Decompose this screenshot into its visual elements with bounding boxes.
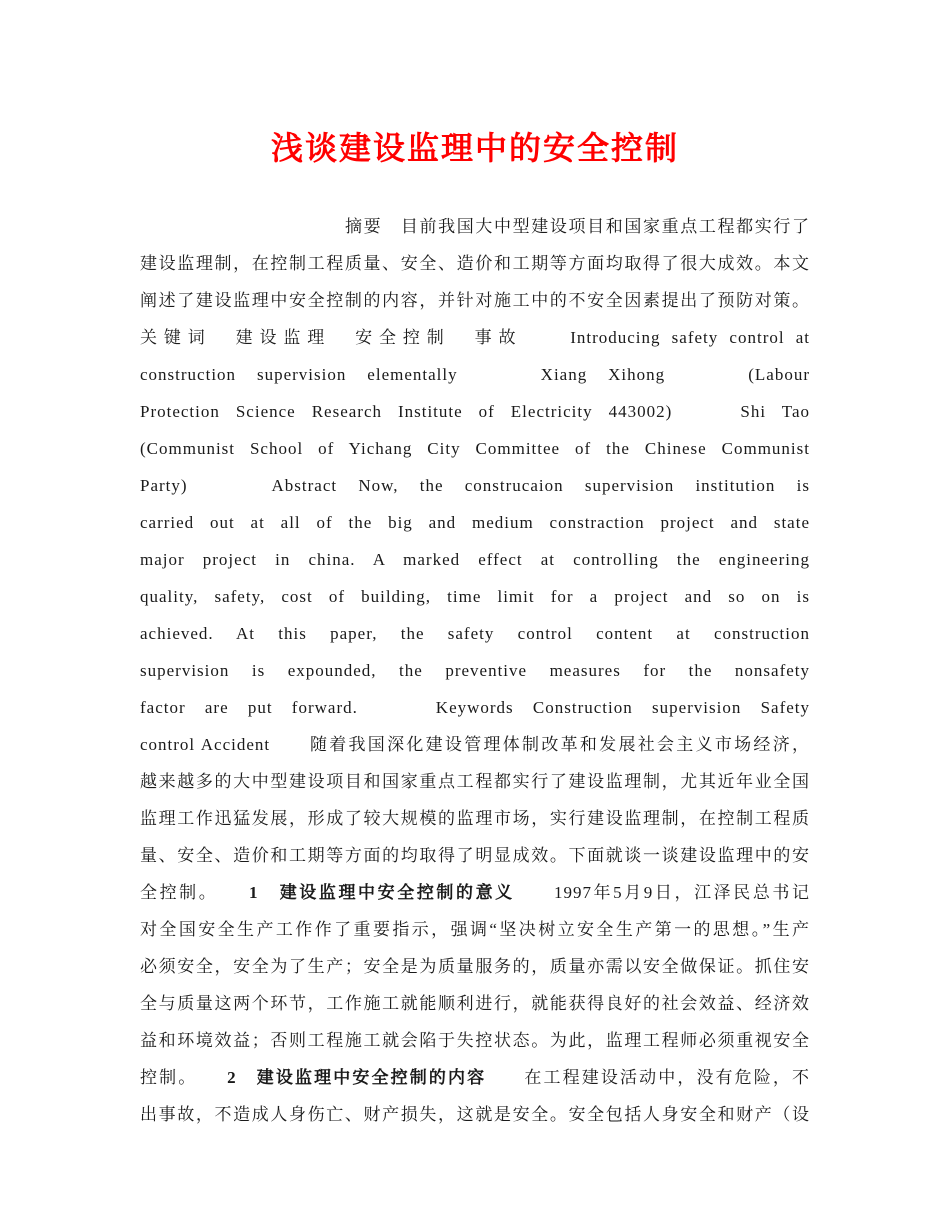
text-line [140,319,810,356]
text-line [140,911,810,948]
text-segment: 监理工作迅猛发展，形成了较大规模的监理市场，实行建设监理制，在控制工程质 [140,809,810,828]
section-heading-segment: 1 建设监理中安全控制的意义 [249,883,515,902]
document-title: 浅谈建设监理中的安全控制 [270,130,679,166]
text-segment: Party) Abstract Now, the construcaion supervision institution is [140,476,810,495]
text-line [140,430,810,467]
text-segment: factor are put forward. Keywords Construction supervision Safety [140,698,810,717]
text-line [140,1096,810,1133]
text-segment: carried out at all of the big and medium constraction project and state [140,513,810,532]
text-segment: 摘要 目前我国大中型建设项目和国家重点工程都实行了 [345,217,810,236]
text-segment: supervision is expounded, the preventive measures for the nonsafety [140,661,810,680]
text-line [140,837,810,874]
text-segment: 阐述了建设监理中安全控制的内容，并针对施工中的不安全因素提出了预防对策。 [140,291,810,310]
text-line [140,282,810,319]
text-segment: 控制。 [140,1068,228,1087]
text-line [140,245,810,282]
text-line [140,985,810,1022]
text-segment: construction supervision elementally Xiang Xihong (Labour [140,365,810,384]
text-segment: 关键词 建设监理 安全控制 事故 Introducing safety control at [140,328,810,347]
text-line [140,504,810,541]
text-line [140,726,810,763]
text-line [140,652,810,689]
text-segment: 量、安全、造价和工期等方面的均取得了明显成效。下面就谈一谈建设监理中的安 [140,846,810,865]
body-text [140,208,810,1133]
text-line [140,874,810,911]
text-line [140,356,810,393]
text-line [140,763,810,800]
text-segment: Protection Science Research Institute of Electricity 443002) Shi Tao [140,402,810,421]
text-segment: 出事故，不造成人身伤亡、财产损失，这就是安全。安全包括人身安全和财产（设 [140,1105,810,1124]
text-segment: (Communist School of Yichang City Committee of the Chinese Communist [140,439,810,458]
text-line [140,948,810,985]
text-segment: achieved. At this paper, the safety control content at construction [140,624,810,643]
text-line [140,578,810,615]
text-segment: 在工程建设活动中，没有危险，不 [486,1068,811,1087]
text-segment: 越来越多的大中型建设项目和国家重点工程都实行了建设监理制，尤其近年业全国 [140,772,810,791]
text-line [140,208,810,245]
text-line [140,541,810,578]
text-line [140,1022,810,1059]
text-segment: 必须安全，安全为了生产；安全是为质量服务的，质量亦需以安全做保证。抓住安 [140,957,810,976]
text-line [140,467,810,504]
text-segment: control Accident 随着我国深化建设管理体制改革和发展社会主义市场经济， [140,735,810,754]
text-segment: major project in china. A marked effect at controlling the engineering [140,550,810,569]
text-segment: 建设监理制，在控制工程质量、安全、造价和工期等方面均取得了很大成效。本文 [140,254,810,273]
text-segment: quality, safety, cost of building, time limit for a project and so on is [140,587,810,606]
text-segment: 对全国安全生产工作作了重要指示，强调“坚决树立安全生产第一的思想。”生产 [140,920,810,939]
text-line [140,800,810,837]
text-line [140,393,810,430]
text-line [140,689,810,726]
text-segment: 1997年5月9日，江泽民总书记 [514,883,811,902]
text-segment: 全与质量这两个环节，工作施工就能顺利进行，就能获得良好的社会效益、经济效 [140,994,810,1013]
text-line [140,615,810,652]
text-segment: 全控制。 [140,883,250,902]
text-segment: 益和环境效益；否则工程施工就会陷于失控状态。为此，监理工程师必须重视安全 [140,1031,810,1050]
section-heading-segment: 2 建设监理中安全控制的内容 [227,1068,487,1087]
text-line [140,1059,810,1096]
